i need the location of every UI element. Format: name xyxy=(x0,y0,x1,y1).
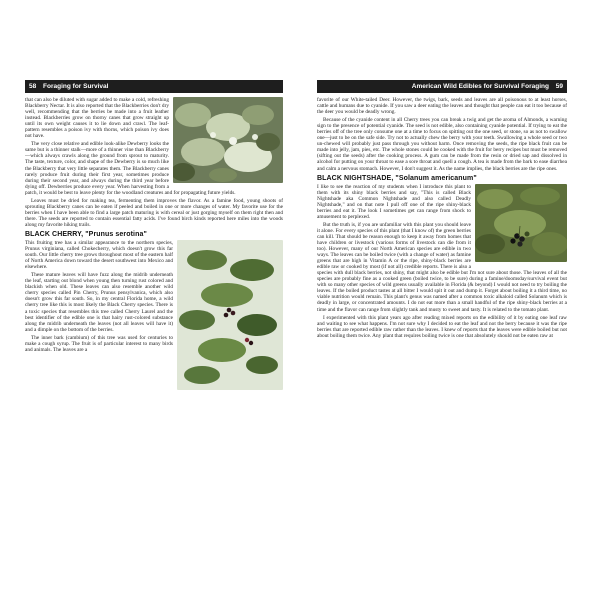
left-column xyxy=(25,97,283,520)
right-intro-paragraph-2: Because of the cyanide content in all Cherry trees you can break a twig and get the aroma of Almonds, a warning sign to the presence of potential cyanide. The seed is not edible, also containing cyanide potential. If trying to eat the berries off of the tree only consume one at a time to focus on spitting out the one seed, or stone, so as not to swallow one—just to be on the safe side. Try not to actually chew the berry with your teeth. Swallowing a whole seed or two un-chewed will probably just pass through you without harm. Once removing the seeds, the ripe black fruit can be made into jelly, jam, pies, etc. The whole stones could be cooked with the fruit for berry recipes but must be removed (sifting out the seeds) after the cooking process. A gum can be made from the resin or dried sap and dissolved in alcohol for putting on your throat to ease a sore throat and quell a cough. A tea is made from the bark to ease diarrhea and calm a nervous stomach. However, I don't suggest it. As the name implies, the black berries are the ripe ones. xyxy=(317,117,567,172)
right-running-head xyxy=(317,80,567,93)
left-running-head-text: Foraging for Survival xyxy=(43,83,109,90)
right-running-head-text: American Wild Edibles for Survival Foraging xyxy=(411,83,549,90)
black-nightshade-paragraph-1: I like to see the reaction of my students when I introduce this plant to them with its shiny black berries and say, "This is called Black Nightshade aka Common Nightshade and also called Deadly Nightshade," and on that note I pull off one of the ripe shiny-black berries and eat it. The look I sometimes get can range from shock to amusement to perplexed. xyxy=(317,183,471,220)
black-nightshade-photo xyxy=(475,184,567,262)
black-cherry-paragraph-3: The inner bark (cambium) of this tree was used for centuries to make a cough syrup. The fruit is of particular interest to many birds and animals. The leaves are a xyxy=(25,334,173,353)
left-intro-paragraph-1: that can also be diluted with sugar added to make a cold, refreshing Blackberry Nectar. It is also reported that the Blackberries don't dry well, recommending that the berries be made into a fruit leather instead. Blackberries grow on thorny canes that grow straight up until its own weight causes it to lie down and crawl. The leaf-pattern resembles a poison ivy with thorns, which poison ivy does not have. xyxy=(25,97,169,140)
right-column xyxy=(317,97,567,520)
left-page xyxy=(25,80,283,520)
black-cherry-heading: BLACK CHERRY, "Prunus serotina" xyxy=(25,230,147,238)
left-intro-paragraph-3: Leaves must be dried for making tea, fermenting them improves the flavor. As a famine food, young shoots of sprouting Blackberry canes can be eaten if peeled and boiled in one or more changes of water. My favorite use for the berries when I have been able to find a large patch maturing is with cereal or just gorging myself on them right then and there. The seeds are reported to contain essential fatty acids. I've found birch kinds reported here miles into the woods along my favorite hiking trails. xyxy=(25,197,283,228)
left-intro-paragraph-2: The very close relative and edible look-alike Dewberry looks the same but is a thinner stalk—more of a thinner vine than Blackberry—which always crawls along the ground from sprout to maturity. The taste, texture, color, and shape of the Dewberry is so much like the Blackberry that very little separates them. The Blackberry canes rarely produce fruit during their first year, sometimes produce during their second year, and always during the third year before dying off. Dewberries produce every year. When harvesting from a patch, it would be best to leave plenty for the woodland creatures and for propagating future yields. xyxy=(25,141,236,196)
right-intro-paragraph-1: favorite of our White-tailed Deer. However, the twigs, bark, seeds and leaves are all poisonous to at least horses, cattle and humans due to cyanide. If you saw a deer eating the leaves and thought that people can eat it too because of the deer you would be deadly wrong. xyxy=(317,97,567,116)
right-page xyxy=(317,80,567,520)
left-page-number: 58 xyxy=(29,83,37,90)
black-nightshade-paragraph-3: I experimented with this plant years ago after reading mixed reports on the edibility of it by eating one leaf raw and waiting to see what happens. I'm not sure why I decided to eat the leaf and not the berry because it was the ripe berries that are reported edible raw rather than the leaves. I knew of reports that the leaves were edible boiled but not about boiling them twice. Any plant that requires boiling twice is one that absolutely should not be eaten raw at xyxy=(317,314,567,339)
black-nightshade-paragraph-2: But the truth is, if you are unfamiliar with this plant you should leave it alone. For every species of this plant (that I know of) the green berries can kill. That should be reason enough to keep it away from homes that have children or livestock (various forms of livestock can die from it too). However, many of our North American species are edible in two ways. The leaves can be boiled twice (with a change of water) as famine greens that are high in Vitamin A or the ripe, shiny-black berries are edible raw or cooked by most (if not all) credible reports. There is also a species with dull black berries, not shiny, that might also be edible but I'm not sure about those. The leaves of all the species are probably fine as a cooked green (boiled twice, to be sure) during a famine/doomsday/survival event but with so many other species of wild greens usually available in Florida (& beyond) I would not need to try boiling the leaves. If the boiled product tastes at all bitter I would spit it out and dump it. Forget about boiling it a third time, no viable nutrition would remain. This plant's genus was named after a common toxic alkaloid called Solanum which is deadly in large, or concentrated amounts. I do not eat more than a small handful of the ripe shiny-black berries at a time and the flavor can range from slightly tank and musty to sweet and tasty. It is related to the tomato plant. xyxy=(317,221,567,313)
black-cherry-tree-photo xyxy=(177,240,283,390)
black-cherry-paragraph-1: This fruiting tree has a similar appearance to the northern species, Prunus virginiana, called Chokecherry, which doesn't grow this far south. Our little cherry tree grows throughout most of the eastern half of North America down toward the desert southwest into Mexico and elsewhere. xyxy=(25,239,173,271)
blackberry-plant-photo xyxy=(173,97,283,183)
right-page-number: 59 xyxy=(555,83,563,90)
left-running-head xyxy=(25,80,283,93)
black-nightshade-heading: BLACK NIGHTSHADE, "Solanum americanum" xyxy=(317,174,477,182)
black-cherry-paragraph-2: These mature leaves will have fuzz along the midrib underneath the leaf, starting out blond when young then turning rust colored and blackish when old. These leaves can also resemble another wild cherry species called Pin Cherry, Prunus pensylvanica, which also doesn't grow this far south. So, in my central Florida home, a wild cherry tree like this is most likely the Black Cherry species. There is a toxic species that resembles this tree called Cherry Laurel and the best identifier of the edible one is that hairy rust-colored substance along the midrib underneath the leaves (not all leaves will have it) and a dimple on the bottom of the berries. xyxy=(25,272,173,333)
